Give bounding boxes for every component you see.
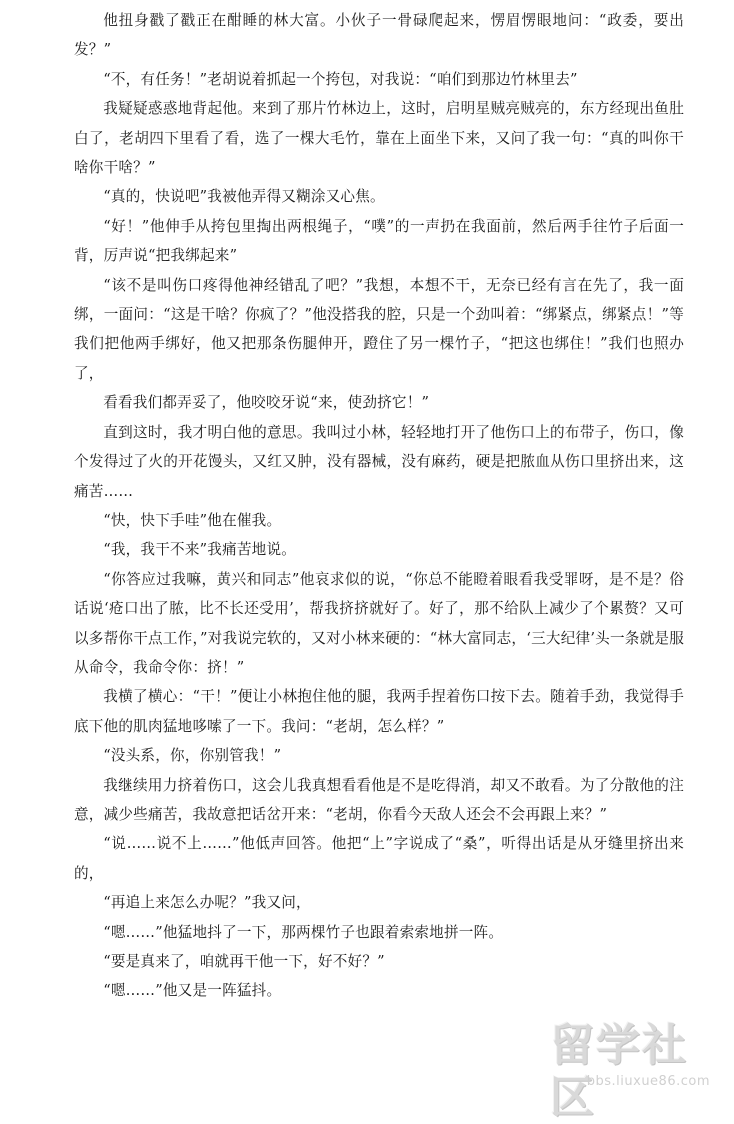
paragraph: 我横了横心：“干！”便让小林抱住他的腿，我两手捏着伤口按下去。随着手劲，我觉得手底下他的肌肉猛地哆嗦了一下。我问：“老胡，怎么样？” bbox=[74, 688, 684, 735]
paragraph: 我疑疑惑惑地背起他。来到了那片竹林边上，这时，启明星贼亮贼亮的，东方经现出鱼肚白了，老胡四下里看了看，选了一棵大毛竹，靠在上面坐下来，又问了我一句：“真的叫你干啥你干啥？” bbox=[74, 100, 684, 177]
paragraph: “嗯……”他又是一阵猛抖。 bbox=[103, 982, 282, 1000]
document-body bbox=[74, 6, 684, 1006]
paragraph: 我继续用力挤着伤口，这会儿我真想看看他是不是吃得消，却又不敢看。为了分散他的注意，减少些痛苦，我故意把话岔开来：“老胡，你看今天敌人还会不会再跟上来？” bbox=[74, 776, 684, 823]
paragraph: “该不是叫伤口疼得他神经错乱了吧？”我想，本想不干，无奈已经有言在先了，我一面绑，一面问：“这是干啥？你疯了？”他没搭我的腔，只是一个劲叫着：“绑紧点，绑紧点！”等我们把他两手绑好，他又把那条伤腿伸开，蹬住了另一棵竹子，“把这也绑住！”我们也照办了， bbox=[74, 276, 684, 382]
paragraph: 直到这时，我才明白他的意思。我叫过小林，轻轻地打开了他伤口上的布带子，伤口，像个发得过了火的开花馒头，又红又肿，没有器械，没有麻药，硬是把脓血从伤口里挤出来，这痛苦…… bbox=[74, 423, 684, 500]
paragraph: “我，我干不来”我痛苦地说。 bbox=[103, 541, 297, 559]
paragraph: “说……说不上……”他低声回答。他把“上”字说成了“桑”，听得出话是从牙缝里挤出来的， bbox=[74, 835, 684, 882]
paragraph: “不，有任务！”老胡说着抓起一个挎包，对我说：“咱们到那边竹林里去” bbox=[103, 70, 578, 88]
paragraph: 他扭身戳了戳正在酣睡的林大富。小伙子一骨碌爬起来，愣眉愣眼地问：“政委，要出发？” bbox=[74, 12, 684, 59]
paragraph: 看看我们都弄妥了，他咬咬牙说“来，使劲挤它！” bbox=[103, 394, 430, 412]
paragraph: “你答应过我嘛，黄兴和同志”他哀求似的说，“你总不能瞪着眼看我受罪呀，是不是？俗话说‘疮口出了脓，比不长还受用’，帮我挤挤就好了。好了，那不给队上减少了个累赘？又可以多帮你干点工作，”对我说完软的，又对小林来硬的：“林大富同志，‘三大纪律’头一条就是服从命令，我命令你：挤！” bbox=[74, 570, 684, 676]
paragraph: “再追上来怎么办呢？”我又问， bbox=[103, 894, 311, 912]
paragraph: “要是真来了，咱就再干他一下，好不好？” bbox=[103, 953, 385, 970]
paragraph: “没头系，你，你别管我！” bbox=[103, 747, 282, 765]
watermark-title: 留学社区 bbox=[550, 1020, 688, 1123]
paragraph: “快，快下手哇”他在催我。 bbox=[103, 511, 282, 529]
watermark-url: bbs.liuxue86.com bbox=[586, 1074, 710, 1089]
site-watermark bbox=[550, 1020, 718, 1123]
paragraph: “嗯……”他猛地抖了一下，那两棵竹子也跟着索索地拼一阵。 bbox=[103, 923, 504, 941]
paragraph: “好！”他伸手从挎包里掏出两根绳子，“噗”的一声扔在我面前，然后两手往竹子后面一背，厉声说“把我绑起来” bbox=[74, 217, 684, 265]
paragraph: “真的，快说吧”我被他弄得又糊涂又心焦。 bbox=[103, 188, 385, 206]
